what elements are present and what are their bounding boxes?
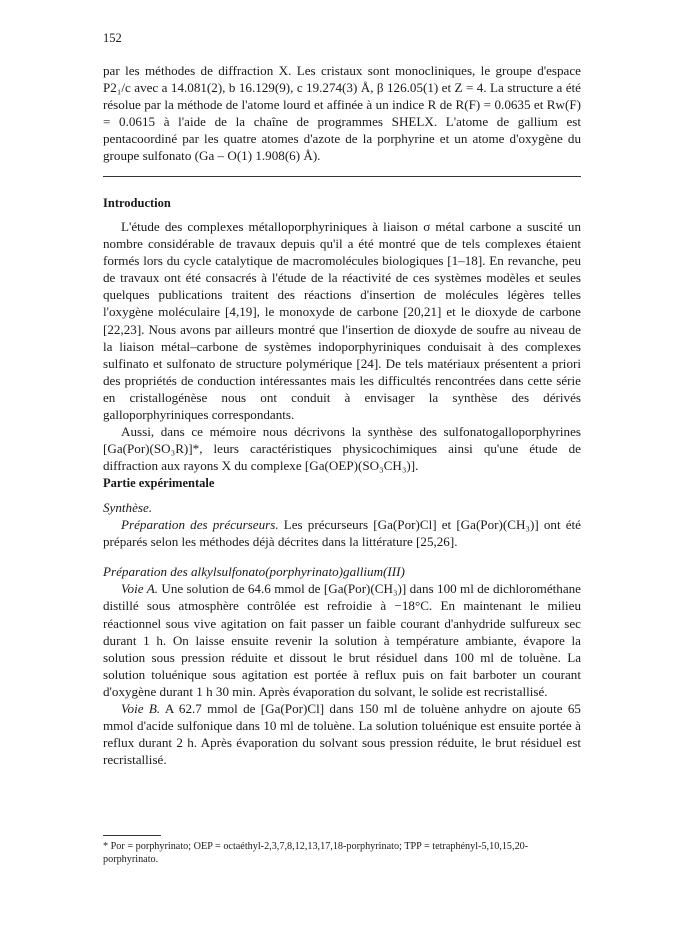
alkylsulfonato-subheading: Préparation des alkylsulfonato(porphyrinato)gallium(III): [103, 564, 405, 580]
page-number: 152: [103, 31, 122, 45]
footnote-text: * Por = porphyrinato; OEP = octaéthyl-2,3,7,8,12,13,17,18-porphyrinato; TPP = tetraphényl-5,10,15,20-: [103, 841, 529, 852]
footnote-cut-line: porphyrinato.: [103, 854, 159, 865]
paragraph-gap: [103, 550, 581, 563]
experimental-body: [103, 499, 581, 768]
synthese-label: Synthèse.: [103, 500, 153, 515]
footnote-rule: [103, 835, 161, 836]
introduction-body: [103, 218, 581, 474]
precurseurs-text: Les précurseurs [Ga(Por)Cl] et [Ga(Por)(CH₃)] ont été préparés selon les méthodes déjà décrites dans la littérature [25,26].: [103, 517, 581, 550]
voie-b-paragraph: [103, 700, 581, 768]
precurseurs-label: Préparation des précurseurs.: [121, 517, 279, 533]
footnote: [103, 840, 581, 865]
partie-experimentale-heading: Partie expérimentale: [103, 476, 215, 490]
abstract-paragraph: par les méthodes de diffraction X. Les cristaux sont monocliniques, le groupe d'espace P2₁/c avec a 14.081(2), b 16.129(9), c 19.274(3) Å, β 126.05(1) et Z = 4. La structure a été résolue par la méthode de l'atome lourd et affinée à un indice R de R(F) = 0.0635 et Rw(F) = 0.0615 à l'aide de la chaîne de programmes SHELX. L'atome de gallium est pentacoordiné par les quatre atomes d'azote de la porphyrine et un atome d'oxygène du groupe sulfonato (Ga – O(1) 1.908(6) Å).: [103, 63, 581, 164]
section-divider: [103, 176, 581, 177]
voie-b-label: Voie B.: [121, 701, 161, 717]
voie-a-label: Voie A.: [121, 581, 158, 597]
introduction-paragraph-2: Aussi, dans ce mémoire nous décrivons la synthèse des sulfonatogalloporphyrines [Ga(Por)(SO₃R)]*, leurs caractéristiques physicochimiques ainsi qu'une étude de diffraction aux rayons X du complexe [Ga(OEP)(SO₃CH₃)].: [103, 424, 581, 474]
introduction-paragraph-1: L'étude des complexes métalloporphyriniques à liaison σ métal carbone a suscité un nombre considérable de travaux depuis qu'il a été montré que de tels complexes étaient formés lors du cycle catalytique de macromolécules biologiques [1–18]. En revanche, peu de travaux ont été consacrés à l'étude de la réactivité de ces systèmes modèles et seules quelques publications traitent des réactions d'insertion de molécules légères telles l'oxygène moléculaire [4,19], le monoxyde de carbone [20,21] et le dioxyde de carbone [22,23]. Nous avons par ailleurs montré que l'insertion de dioxyde de soufre au niveau de la liaison métal–carbone de systèmes indoporphyriniques conduisait à des complexes sulfinato et sulfonato de structure polymérique [24]. De tels matériaux présentent a priori des propriétés de conduction intéressantes mais les difficultés rencontrées dans cette série en cristallogénèse nous ont conduit à envisager la synthèse des dérivés galloporphyriniques correspondants.: [103, 219, 581, 423]
voie-a-paragraph: [103, 580, 581, 700]
precurseurs-paragraph: [103, 516, 581, 550]
voie-b-text: A 62.7 mmol de [Ga(Por)Cl] dans 150 ml de toluène anhydre on ajoute 65 mmol d'acide sulfonique dans 10 ml de toluène. La solution toluénique est ensuite portée à reflux durant 2 h. Après évaporation du solvant sous pression réduite, le brut résiduel est recristallisé.: [103, 701, 581, 768]
voie-a-text: Une solution de 64.6 mmol de [Ga(Por)(CH₃)] dans 100 ml de dichlorométhane distillé sous atmosphère contrôlée est refroidie à −18°C. En maintenant le milieu réactionnel sous vive agitation on fait passer un faible courant d'anhydride sulfureux sec durant 1 h. On laisse ensuite revenir la solution à température ambiante, évapore la solution sous pression réduite et dissout le brut résiduel dans 100 ml de toluène. La solution toluénique sous agitation est portée à reflux puis on fait barboter un courant d'oxygène durant 1 h 30 min. Après évaporation du solvant, le solide est recristallisé.: [103, 581, 581, 699]
introduction-heading: Introduction: [103, 196, 171, 210]
